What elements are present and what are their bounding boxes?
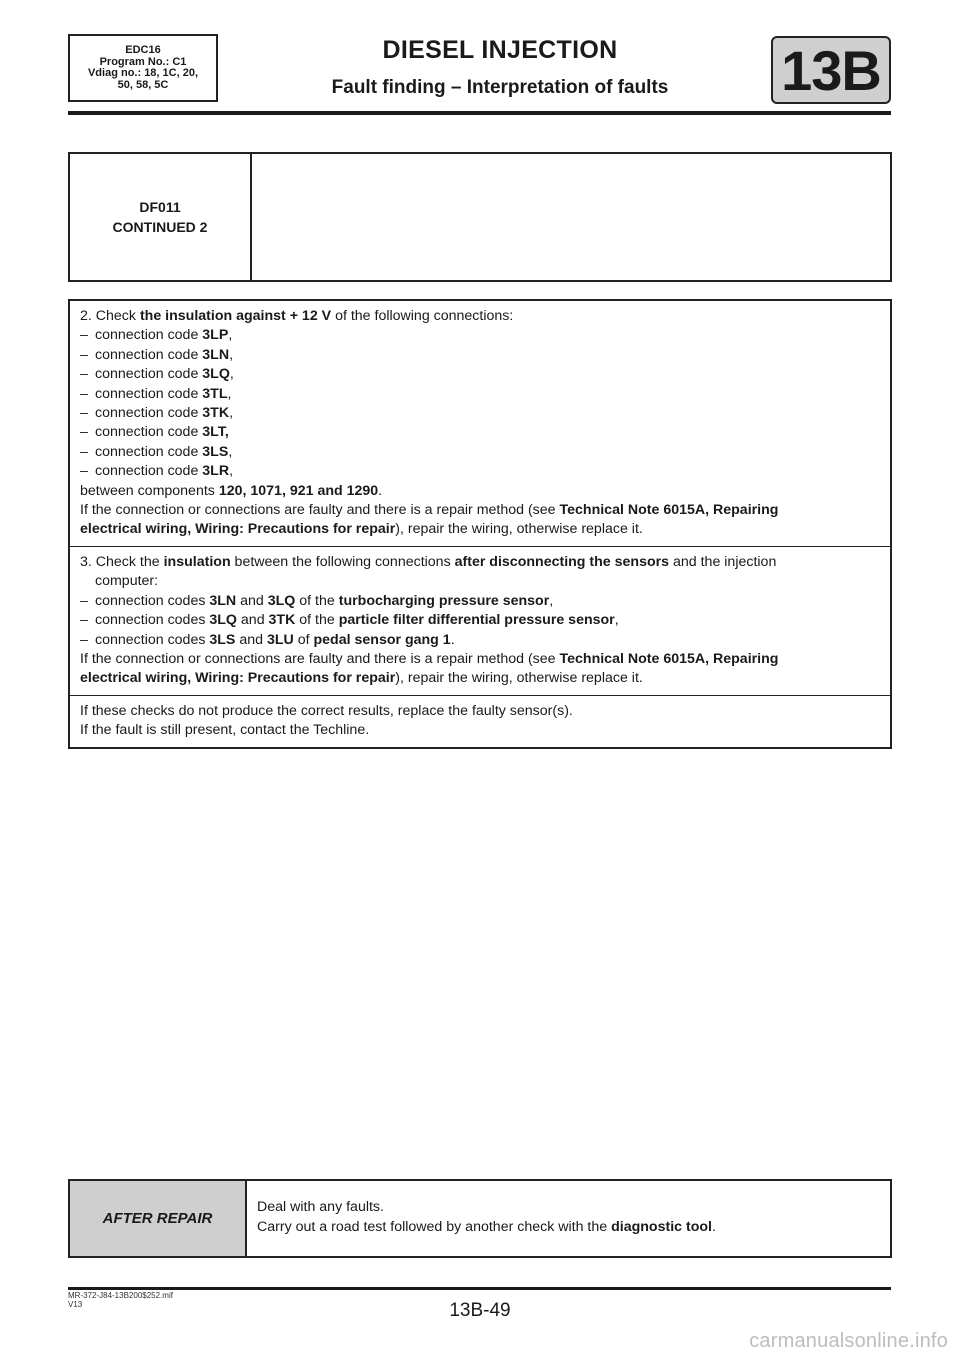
page-subtitle: Fault finding – Interpretation of faults [331, 77, 669, 98]
info-line: 50, 58, 5C [117, 78, 169, 91]
info-line: Vdiag no.: 18, 1C, 20, [87, 67, 199, 79]
final-check-line: If the fault is still present, contact the Techline. [80, 722, 370, 739]
connection-item: – connection code 3LS, [80, 443, 233, 460]
footer-divider [68, 1287, 891, 1290]
info-line: EDC16 [125, 44, 161, 56]
repair-instruction: If the connection or connections are faulty and there is a repair method (see Technical Note 6015A, Repairing [80, 502, 779, 519]
doc-file: MR-372-J84-13B200$252.mif [68, 1291, 173, 1300]
step-3-intro: 3. Check the insulation between the following connections after disconnecting the sensors and the injection [80, 553, 777, 570]
between-components: between components 120, 1071, 921 and 1290. [80, 482, 383, 499]
fault-continued: CONTINUED 2 [112, 219, 208, 235]
final-check-line: If these checks do not produce the correct results, replace the faulty sensor(s). [80, 702, 573, 719]
section-badge: 13B [771, 36, 891, 104]
connection-pair-item: – connection codes 3LS and 3LU of pedal sensor gang 1. [80, 631, 455, 648]
connection-pair-item: – connection codes 3LQ and 3TK of the particle filter differential pressure sensor, [80, 612, 619, 629]
watermark: carmanualsonline.info [749, 1330, 948, 1352]
fault-description-cell [252, 154, 890, 280]
repair-instruction: electrical wiring, Wiring: Precautions for repair), repair the wiring, otherwise replace it. [80, 670, 643, 687]
fault-header-table [68, 152, 892, 282]
connection-pair-item: – connection codes 3LN and 3LQ of the turbocharging pressure sensor, [80, 592, 554, 609]
after-repair-line: Deal with any faults. [257, 1199, 384, 1215]
step-3-intro-cont: computer: [95, 573, 159, 590]
repair-instruction: If the connection or connections are faulty and there is a repair method (see Technical Note 6015A, Repairing [80, 650, 779, 667]
after-repair-label: AFTER REPAIR [70, 1181, 247, 1256]
page-title: DIESEL INJECTION [382, 36, 618, 64]
connection-item: – connection code 3TK, [80, 405, 234, 422]
info-line: Program No.: C1 [99, 55, 187, 68]
fault-code-cell [70, 154, 252, 280]
vehicle-info-box [68, 34, 218, 102]
doc-version: V13 [68, 1300, 83, 1309]
after-repair-line: Carry out a road test followed by another check with the diagnostic tool. [257, 1218, 716, 1235]
connection-item: – connection code 3LT, [80, 424, 229, 441]
step-2-intro: 2. Check the insulation against + 12 V of the following connections: [80, 308, 514, 324]
fault-code: DF011 [139, 199, 181, 215]
connection-item: – connection code 3TL, [80, 385, 232, 402]
step-3-row [70, 547, 890, 696]
connection-item: – connection code 3LN, [80, 346, 234, 363]
connection-item: – connection code 3LR, [80, 463, 234, 480]
step-4-row [70, 696, 890, 747]
check-steps-table [68, 299, 892, 749]
page-number: 13B-49 [449, 1300, 511, 1321]
after-repair-content [247, 1181, 890, 1256]
repair-instruction: electrical wiring, Wiring: Precautions for repair), repair the wiring, otherwise replace it. [80, 521, 643, 538]
after-repair-table [68, 1179, 892, 1258]
connection-item: – connection code 3LQ, [80, 366, 234, 383]
step-2-row [70, 301, 890, 547]
connection-item: – connection code 3LP, [80, 327, 233, 344]
header-divider [68, 111, 891, 115]
